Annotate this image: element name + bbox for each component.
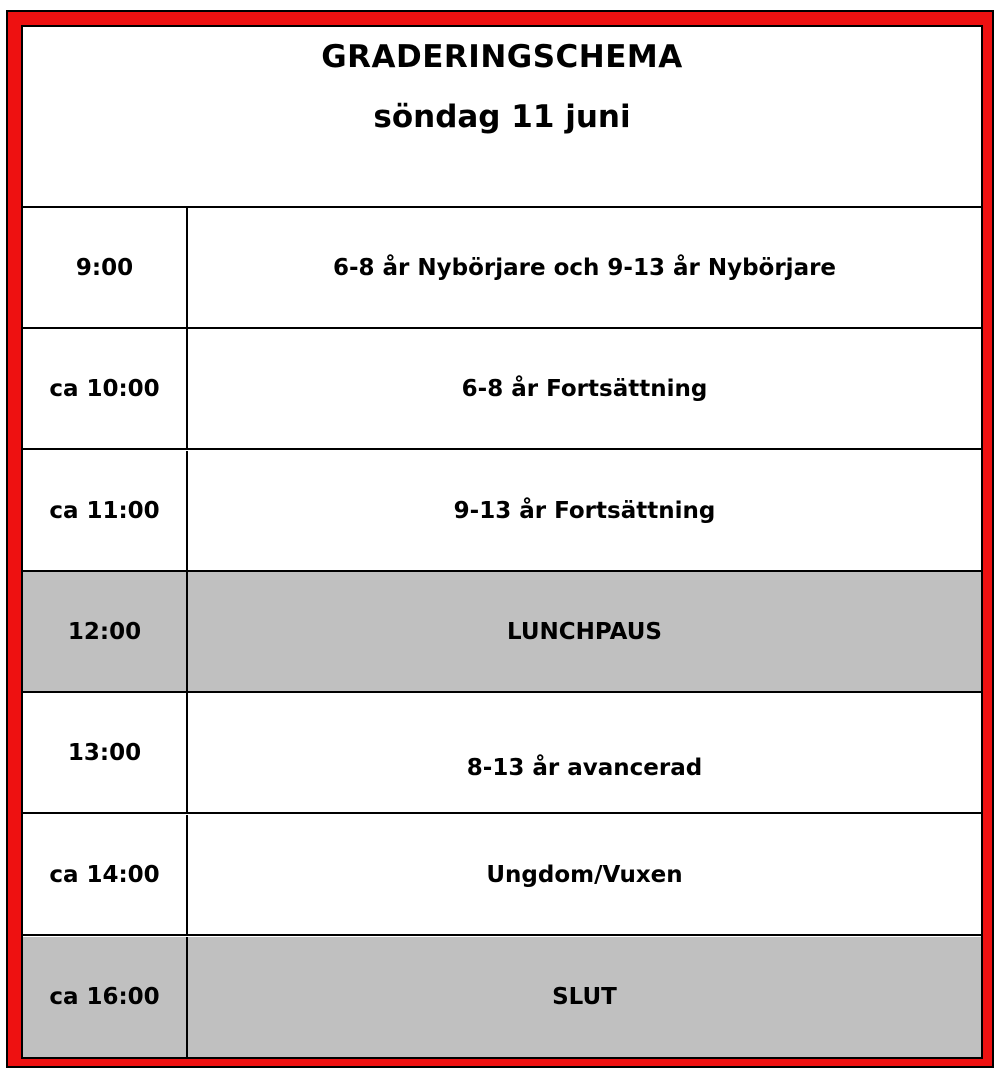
- page-title: GRADERINGSCHEMA: [321, 39, 683, 75]
- row-time: 12:00: [23, 572, 188, 691]
- row-time: ca 10:00: [23, 329, 188, 448]
- row-time: 13:00: [23, 693, 188, 812]
- row-time: ca 16:00: [23, 937, 188, 1057]
- schedule-row-lunch: [23, 572, 981, 693]
- row-time: ca 14:00: [23, 815, 188, 934]
- page-subtitle-date: söndag 11 juni: [373, 99, 631, 135]
- red-border-frame: [6, 10, 994, 1068]
- row-activity: Ungdom/Vuxen: [486, 861, 683, 888]
- row-activity: 8-13 år avancerad: [466, 754, 703, 781]
- schedule-row: [23, 208, 981, 329]
- row-activity: 9-13 år Fortsättning: [453, 497, 716, 524]
- schedule-row-end: [23, 937, 981, 1057]
- row-activity: LUNCHPAUS: [507, 618, 662, 645]
- row-activity: 6-8 år Nybörjare och 9-13 år Nybörjare: [332, 254, 837, 281]
- row-activity: SLUT: [552, 984, 617, 1010]
- row-time: 9:00: [23, 208, 188, 327]
- schedule-header: [23, 27, 981, 208]
- schedule-row: [23, 329, 981, 450]
- row-time: ca 11:00: [23, 451, 188, 570]
- schedule-row: [23, 693, 981, 814]
- row-activity: 6-8 år Fortsättning: [461, 375, 708, 402]
- schedule-table: [21, 25, 983, 1059]
- schedule-row: [23, 451, 981, 572]
- schedule-row: [23, 815, 981, 936]
